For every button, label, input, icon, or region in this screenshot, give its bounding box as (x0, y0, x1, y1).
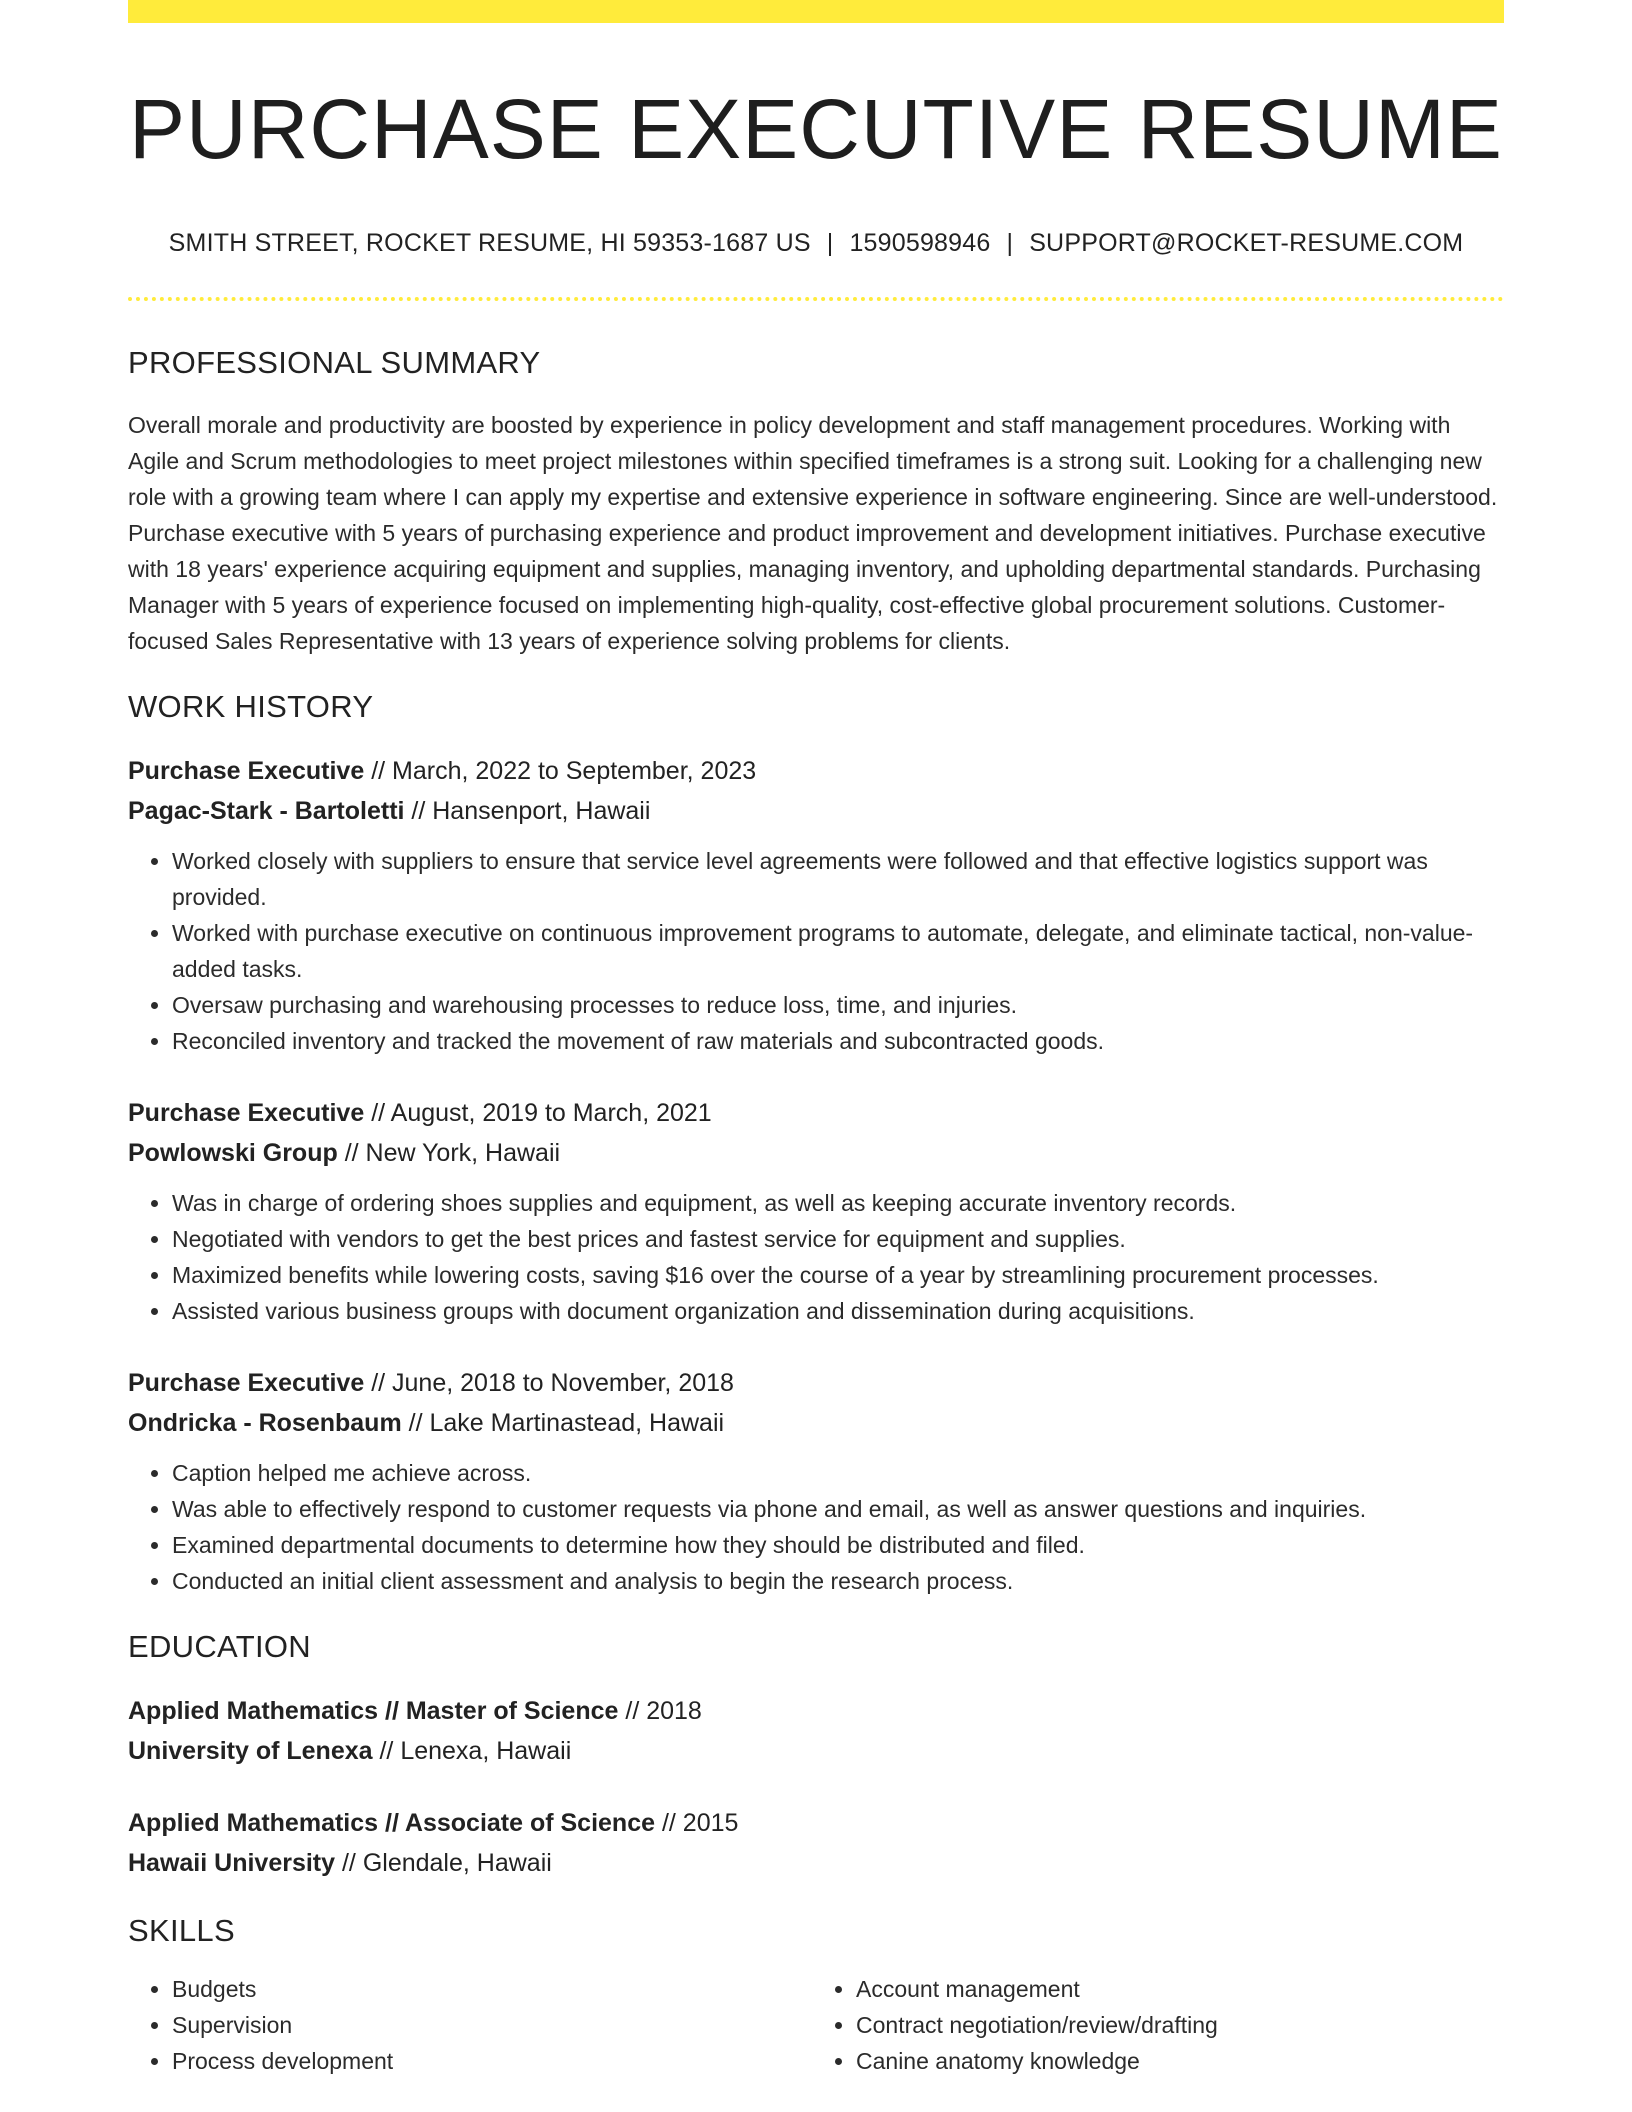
education-location: // Glendale, Hawaii (335, 1849, 552, 1878)
skill-item: • Supervision (172, 2007, 806, 2043)
job-bullets (128, 1185, 1504, 1329)
education-year: // 2015 (655, 1809, 739, 1838)
skill-item: • Budgets (172, 1971, 806, 2007)
contact-phone: 1590598946 (849, 229, 991, 258)
job-bullet: • Conducted an initial client assessment and analysis to begin the research process. (172, 1563, 1504, 1599)
job-title: Purchase Executive (128, 1099, 365, 1128)
job-location: // New York, Hawaii (337, 1139, 561, 1168)
education-school: University of Lenexa (128, 1737, 373, 1766)
resume-page (128, 0, 1504, 2079)
job-title-line (128, 751, 1504, 791)
work-history-heading: WORK HISTORY (128, 689, 374, 725)
education-degree: Applied Mathematics // Associate of Science (128, 1809, 656, 1838)
job-dates: // August, 2019 to March, 2021 (364, 1099, 712, 1128)
dotted-divider (128, 297, 1504, 301)
education-heading: EDUCATION (128, 1629, 311, 1665)
education-year: // 2018 (618, 1697, 702, 1726)
skill-item: • Account management (856, 1971, 1490, 2007)
summary-text: Overall morale and productivity are boosted by experience in policy development and staff management procedures. Working with Agile and Scrum methodologies to meet project milestones within specified timeframes is a strong suit. Looking for a challenging new role with a growing team where I can apply my expertise and extensive experience in software engineering. Since are well-understood. Purchase executive with 5 years of purchasing experience and product improvement and development initiatives. Purchase executive with 18 years' experience acquiring equipment and supplies, managing inventory, and upholding departmental standards. Purchasing Manager with 5 years of experience focused on implementing high-quality, cost-effective global procurement solutions. Customer-focused Sales Representative with 13 years of experience solving problems for clients. (128, 412, 1498, 655)
job-title-line (128, 1093, 1504, 1133)
job-title-line (128, 1363, 1504, 1403)
skills-heading: SKILLS (128, 1913, 235, 1949)
education-school-line (128, 1731, 1504, 1771)
job-dates: // June, 2018 to November, 2018 (364, 1369, 734, 1398)
job-title: Purchase Executive (128, 757, 365, 786)
top-accent-bar (128, 0, 1504, 23)
job-company-line (128, 791, 1504, 831)
contact-email: SUPPORT@ROCKET-RESUME.COM (1029, 229, 1464, 258)
job-bullet: • Was in charge of ordering shoes supplies and equipment, as well as keeping accurate inventory records. (172, 1185, 1504, 1221)
job-bullets (128, 843, 1504, 1059)
job-company: Powlowski Group (128, 1139, 338, 1168)
skill-item: • Contract negotiation/review/drafting (856, 2007, 1490, 2043)
job-company-line (128, 1133, 1504, 1173)
education-school-line (128, 1843, 1504, 1883)
contact-separator: | (1006, 229, 1014, 258)
job-bullet: • Worked with purchase executive on continuous improvement programs to automate, delegate, and eliminate tactical, non-value-added tasks. (172, 915, 1504, 987)
skills-list-right (806, 1971, 1490, 2079)
job-bullet: • Reconciled inventory and tracked the movement of raw materials and subcontracted goods. (172, 1023, 1504, 1059)
education-degree-line (128, 1803, 1504, 1843)
contact-line (128, 229, 1504, 258)
job-company: Ondricka - Rosenbaum (128, 1409, 402, 1438)
education-school: Hawaii University (128, 1849, 336, 1878)
job-location: // Lake Martinastead, Hawaii (401, 1409, 725, 1438)
resume-title: PURCHASE EXECUTIVE RESUME (129, 82, 1503, 176)
contact-separator: | (826, 229, 834, 258)
skill-item: • Process development (172, 2043, 806, 2079)
job-location: // Hansenport, Hawaii (404, 797, 651, 826)
education-degree-line (128, 1691, 1504, 1731)
education-location: // Lenexa, Hawaii (372, 1737, 572, 1766)
education-entry (128, 1691, 1504, 1771)
skill-item: • Canine anatomy knowledge (856, 2043, 1490, 2079)
skills-list-left (128, 1971, 806, 2079)
job-company: Pagac-Stark - Bartoletti (128, 797, 405, 826)
job-entry (128, 1093, 1504, 1329)
job-bullet: • Negotiated with vendors to get the best prices and fastest service for equipment and supplies. (172, 1221, 1504, 1257)
contact-address: SMITH STREET, ROCKET RESUME, HI 59353-1687 US (168, 229, 811, 258)
job-bullet: • Oversaw purchasing and warehousing processes to reduce loss, time, and injuries. (172, 987, 1504, 1023)
job-dates: // March, 2022 to September, 2023 (364, 757, 757, 786)
job-entry (128, 751, 1504, 1059)
job-title: Purchase Executive (128, 1369, 365, 1398)
job-bullet: • Examined departmental documents to determine how they should be distributed and filed. (172, 1527, 1504, 1563)
skills-columns (128, 1971, 1504, 2079)
summary-heading: PROFESSIONAL SUMMARY (128, 345, 541, 381)
job-bullet: • Worked closely with suppliers to ensure that service level agreements were followed and that effective logistics support was provided. (172, 843, 1504, 915)
job-bullets (128, 1455, 1504, 1599)
job-bullet: • Was able to effectively respond to customer requests via phone and email, as well as answer questions and inquiries. (172, 1491, 1504, 1527)
education-degree: Applied Mathematics // Master of Science (128, 1697, 619, 1726)
job-company-line (128, 1403, 1504, 1443)
education-entry (128, 1803, 1504, 1883)
job-entry (128, 1363, 1504, 1599)
job-bullet: • Caption helped me achieve across. (172, 1455, 1504, 1491)
job-bullet: • Maximized benefits while lowering costs, saving $16 over the course of a year by streamlining procurement processes. (172, 1257, 1504, 1293)
job-bullet: • Assisted various business groups with document organization and dissemination during acquisitions. (172, 1293, 1504, 1329)
